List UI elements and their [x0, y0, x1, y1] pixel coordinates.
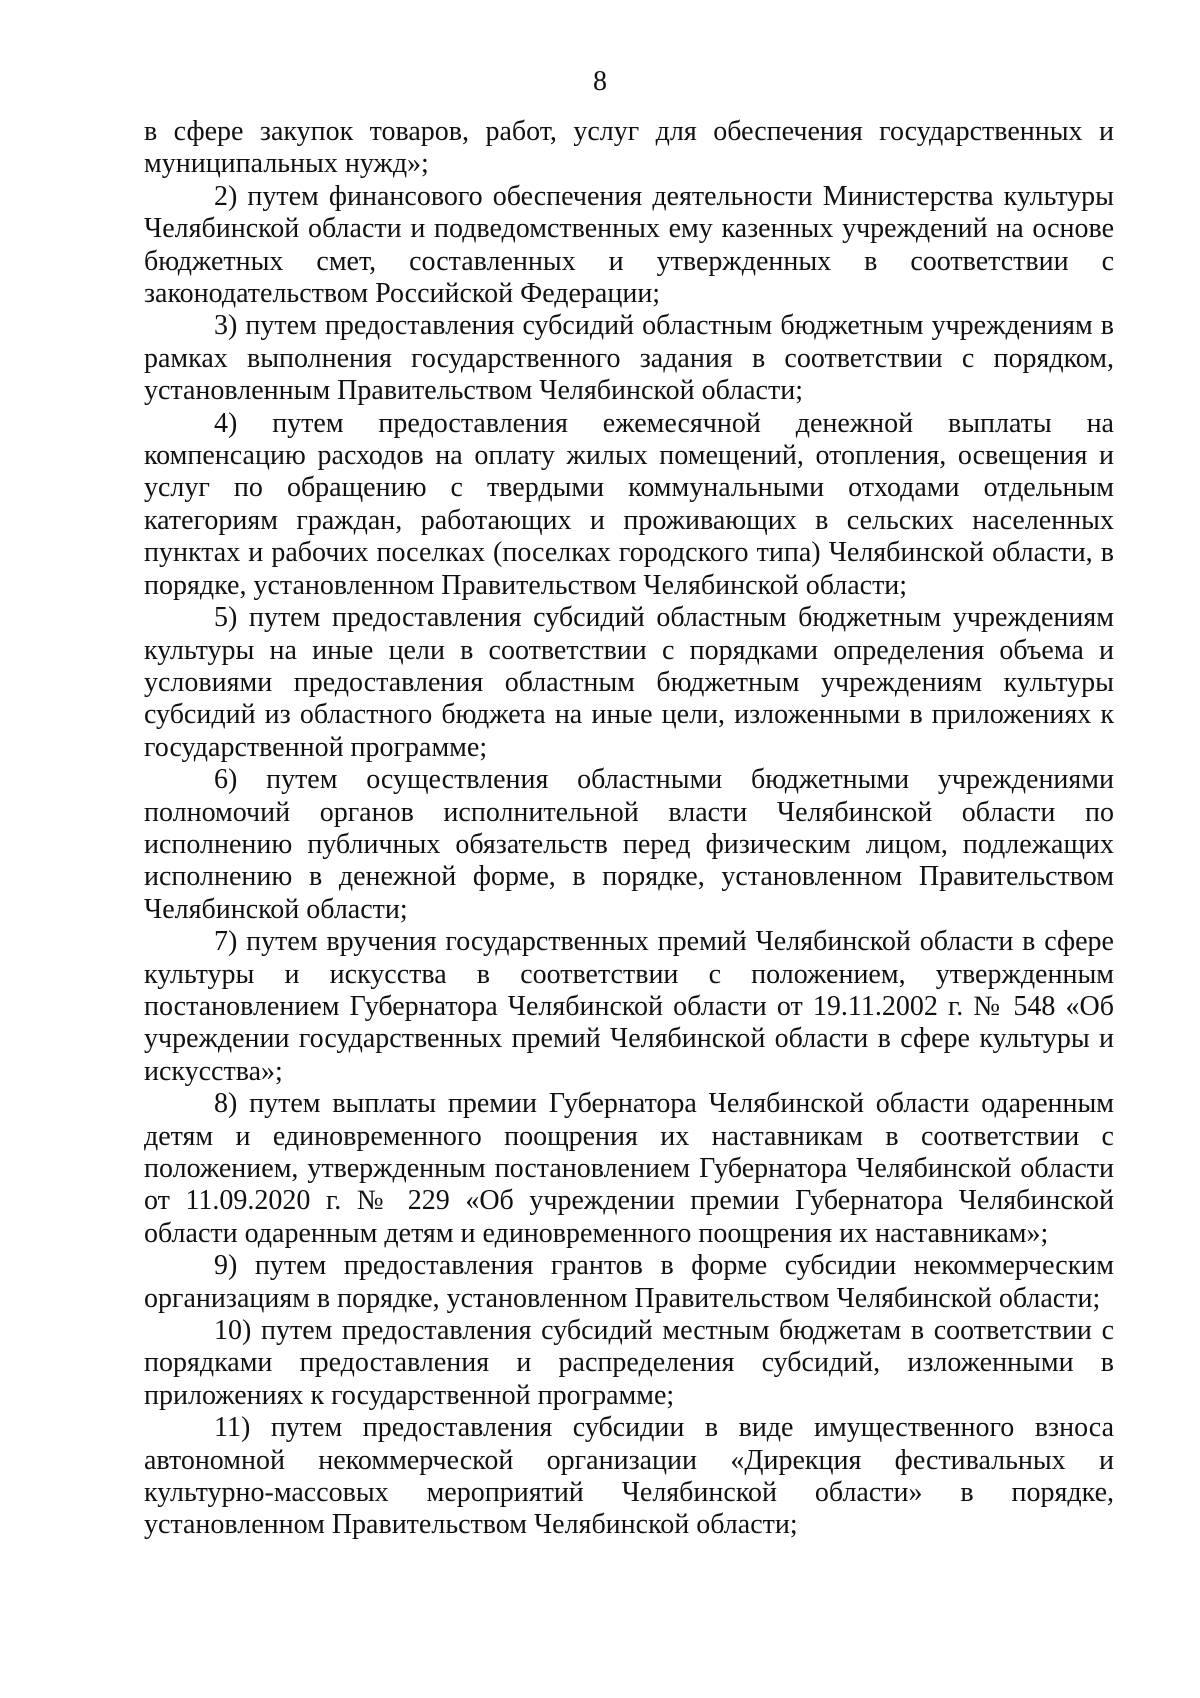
paragraph-item-5: 5) путем предоставления субсидий областным бюджетным учреждениям культуры на иные цели в соответствии с порядками определения объема и условиями предоставления областным бюджетным учреждениям культуры субсидий из областного бюджета на иные цели, изложенными в приложениях к государственной программе;	[144, 602, 1114, 763]
page-number: 8	[593, 66, 607, 97]
paragraph-item-9: 9) путем предоставления грантов в форме субсидии некоммерческим организациям в порядке, установленном Правительством Челябинской области;	[144, 1250, 1114, 1314]
document-body	[144, 116, 1114, 1542]
paragraph-item-10: 10) путем предоставления субсидий местным бюджетам в соответствии с порядками предоставления и распределения субсидий, изложенными в приложениях к государственной программе;	[144, 1315, 1114, 1411]
paragraph-item-2: 2) путем финансового обеспечения деятельности Министерства культуры Челябинской области и подведомственных ему казенных учреждений на основе бюджетных смет, составленных и утвержденных в соответствии с законодательством Российской Федерации;	[144, 180, 1114, 310]
paragraph-continuation: в сфере закупок товаров, работ, услуг для обеспечения государственных и муниципальных нужд»;	[144, 116, 1114, 180]
paragraph-item-7: 7) путем вручения государственных премий Челябинской области в сфере культуры и искусства в соответствии с положением, утвержденным постановлением Губернатора Челябинской области от 19.11.2002 г. № 548 «Об учреждении государственных премий Челябинской области в сфере культуры и искусства»;	[144, 926, 1114, 1087]
paragraph-item-3: 3) путем предоставления субсидий областным бюджетным учреждениям в рамках выполнения государственного задания в соответствии с порядком, установленным Правительством Челябинской области;	[144, 310, 1114, 407]
paragraph-item-6: 6) путем осуществления областными бюджетными учреждениями полномочий органов исполнительной власти Челябинской области по исполнению публичных обязательств перед физическим лицом, подлежащих исполнению в денежной форме, в порядке, установленном Правительством Челябинской области;	[144, 764, 1114, 925]
paragraph-item-8: 8) путем выплаты премии Губернатора Челябинской области одаренным детям и единовременного поощрения их наставникам в соответствии с положением, утвержденным постановлением Губернатора Челябинской области от 11.09.2020 г. № 229 «Об учреждении премии Губернатора Челябинской области одаренным детям и единовременного поощрения их наставникам»;	[144, 1088, 1114, 1249]
paragraph-item-4: 4) путем предоставления ежемесячной денежной выплаты на компенсацию расходов на оплату жилых помещений, отопления, освещения и услуг по обращению с твердыми коммунальными отходами отдельным категориям граждан, работающих и проживающих в сельских населенных пунктах и рабочих поселках (поселках городского типа) Челябинской области, в порядке, установленном Правительством Челябинской области;	[144, 407, 1114, 601]
paragraph-item-11: 11) путем предоставления субсидии в виде имущественного взноса автономной некоммерческой организации «Дирекция фестивальных и культурно-массовых мероприятий Челябинской области» в порядке, установленном Правительством Челябинской области;	[144, 1412, 1114, 1541]
